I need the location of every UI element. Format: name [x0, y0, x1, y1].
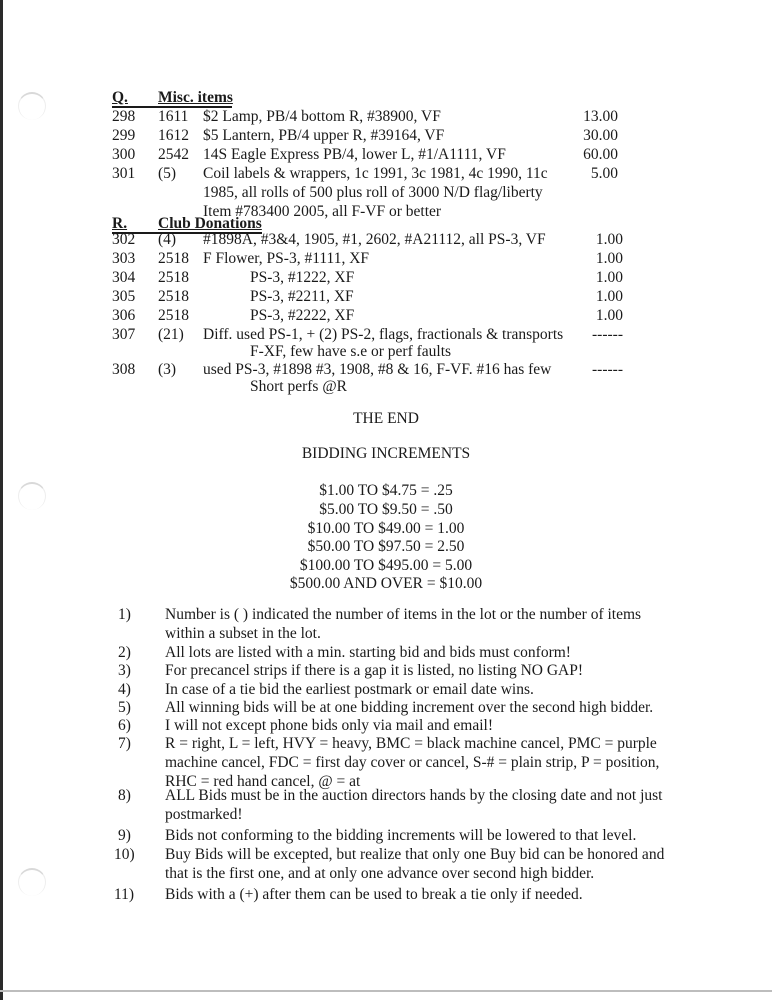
rule-text: machine cancel, FDC = first day cover or cancel, S-# = plain strip, P = position, — [165, 754, 660, 771]
rule-text: Number is ( ) indicated the number of items in the lot or the number of items — [165, 606, 642, 623]
increment-line: $100.00 TO $495.00 = 5.00 — [299, 557, 473, 574]
rule-text: I will not except phone bids only via mail and email! — [165, 717, 494, 734]
lot-description: Coil labels & wrappers, 1c 1991, 3c 1981, 4c 1990, 11c — [203, 165, 548, 182]
catalog-number: (4) — [158, 231, 177, 248]
lot-number: 298 — [112, 108, 136, 125]
rule-text: All lots are listed with a min. starting bid and bids must conform! — [165, 644, 571, 661]
catalog-number: (5) — [158, 165, 177, 182]
catalog-number: 1611 — [158, 108, 189, 125]
catalog-number: 2518 — [158, 250, 189, 267]
lot-description: used PS-3, #1898 #3, 1908, #8 & 16, F-VF. #16 has few — [203, 361, 552, 378]
rule-number: 3) — [118, 662, 131, 679]
catalog-number: 2542 — [158, 146, 189, 163]
rule-number: 8) — [118, 787, 131, 804]
rule-number: 4) — [118, 681, 131, 698]
rule-number: 9) — [118, 827, 131, 844]
rule-number: 6) — [118, 717, 131, 734]
rule-text: R = right, L = left, HVY = heavy, BMC = black machine cancel, PMC = purple — [165, 735, 657, 752]
lot-description: Short perfs @R — [250, 378, 347, 395]
lot-description: Diff. used PS-1, + (2) PS-2, flags, fractionals & transports — [203, 326, 564, 343]
lot-description: PS-3, #2222, XF — [250, 307, 355, 324]
rule-number: 7) — [118, 735, 131, 752]
rule-text: postmarked! — [165, 806, 243, 823]
catalog-number: (3) — [158, 361, 177, 378]
rule-text: In case of a tie bid the earliest postmark or email date wins. — [165, 681, 534, 698]
lot-number: 303 — [112, 250, 136, 267]
lot-number: 300 — [112, 146, 136, 163]
lot-price: 1.00 — [595, 231, 623, 248]
lot-number: 299 — [112, 127, 136, 144]
increment-line: $500.00 AND OVER = $10.00 — [289, 575, 483, 592]
section-code: R. — [112, 215, 128, 232]
rule-text: within a subset in the lot. — [165, 625, 321, 642]
catalog-number: 1612 — [158, 127, 189, 144]
lot-description: PS-3, #2211, XF — [250, 288, 354, 305]
lot-number: 304 — [112, 269, 136, 286]
increment-line: $10.00 TO $49.00 = 1.00 — [307, 520, 465, 537]
rule-text: For precancel strips if there is a gap it is listed, no listing NO GAP! — [165, 662, 584, 679]
lot-price: 1.00 — [595, 269, 623, 286]
catalog-number: 2518 — [158, 269, 189, 286]
lot-price: ------ — [592, 361, 623, 378]
lot-description: F Flower, PS-3, #1111, XF — [203, 250, 370, 267]
increment-line: $1.00 TO $4.75 = .25 — [319, 482, 453, 499]
rule-text: Bids with a (+) after them can be used to break a tie only if needed. — [165, 886, 583, 903]
lot-price: 1.00 — [595, 288, 623, 305]
lot-price: 30.00 — [583, 127, 618, 144]
rule-number: 10) — [114, 846, 135, 863]
section-code: Q. — [112, 89, 128, 106]
catalog-number: 2518 — [158, 307, 189, 324]
lot-number: 301 — [112, 165, 136, 182]
rule-number: 11) — [114, 886, 135, 903]
catalog-number: 2518 — [158, 288, 189, 305]
lot-price: ------ — [592, 326, 623, 343]
rule-number: 1) — [118, 606, 131, 623]
rule-text: RHC = red hand cancel, @ = at — [165, 773, 361, 790]
page-bottom-edge — [0, 990, 772, 992]
lot-price: 1.00 — [595, 307, 623, 324]
increment-line: $5.00 TO $9.50 = .50 — [319, 501, 453, 518]
lot-description: #1898A, #3&4, 1905, #1, 2602, #A21112, all PS-3, VF — [203, 231, 546, 248]
lot-number: 302 — [112, 231, 136, 248]
lot-number: 307 — [112, 326, 136, 343]
lot-description: $2 Lamp, PB/4 bottom R, #38900, VF — [203, 108, 441, 125]
rule-number: 5) — [118, 699, 131, 716]
lot-number: 306 — [112, 307, 136, 324]
rule-text: Buy Bids will be excepted, but realize that only one Buy bid can be honored and — [165, 846, 665, 863]
section-title: Club Donations — [158, 215, 262, 232]
section-title: Misc. items — [158, 89, 233, 106]
rule-text: ALL Bids must be in the auction directors hands by the closing date and not just — [165, 787, 663, 804]
lot-description: PS-3, #1222, XF — [250, 269, 355, 286]
bidding-increments-title: BIDDING INCREMENTS — [301, 445, 471, 462]
lot-description: 14S Eagle Express PB/4, lower L, #1/A1111, VF — [203, 146, 506, 163]
lot-number: 308 — [112, 361, 136, 378]
lot-price: 5.00 — [590, 165, 618, 182]
lot-price: 13.00 — [583, 108, 618, 125]
punch-hole-mark — [18, 868, 46, 896]
punch-hole-mark — [18, 92, 46, 120]
lot-description: $5 Lantern, PB/4 upper R, #39164, VF — [203, 127, 445, 144]
lot-description: F-XF, few have s.e or perf faults — [250, 343, 452, 360]
catalog-number: (21) — [158, 326, 184, 343]
lot-price: 1.00 — [595, 250, 623, 267]
rule-text: Bids not conforming to the bidding increments will be lowered to that level. — [165, 827, 637, 844]
the-end-heading: THE END — [353, 410, 419, 427]
lot-description: 1985, all rolls of 500 plus roll of 3000 N/D flag/liberty — [203, 184, 543, 201]
rule-text: that is the first one, and at only one advance over second high bidder. — [165, 865, 595, 882]
rule-text: All winning bids will be at one bidding increment over the second high bidder. — [165, 699, 654, 716]
lot-description: Item #783400 2005, all F-VF or better — [203, 203, 442, 220]
lot-number: 305 — [112, 288, 136, 305]
increment-line: $50.00 TO $97.50 = 2.50 — [307, 538, 465, 555]
rule-number: 2) — [118, 644, 131, 661]
lot-price: 60.00 — [583, 146, 618, 163]
